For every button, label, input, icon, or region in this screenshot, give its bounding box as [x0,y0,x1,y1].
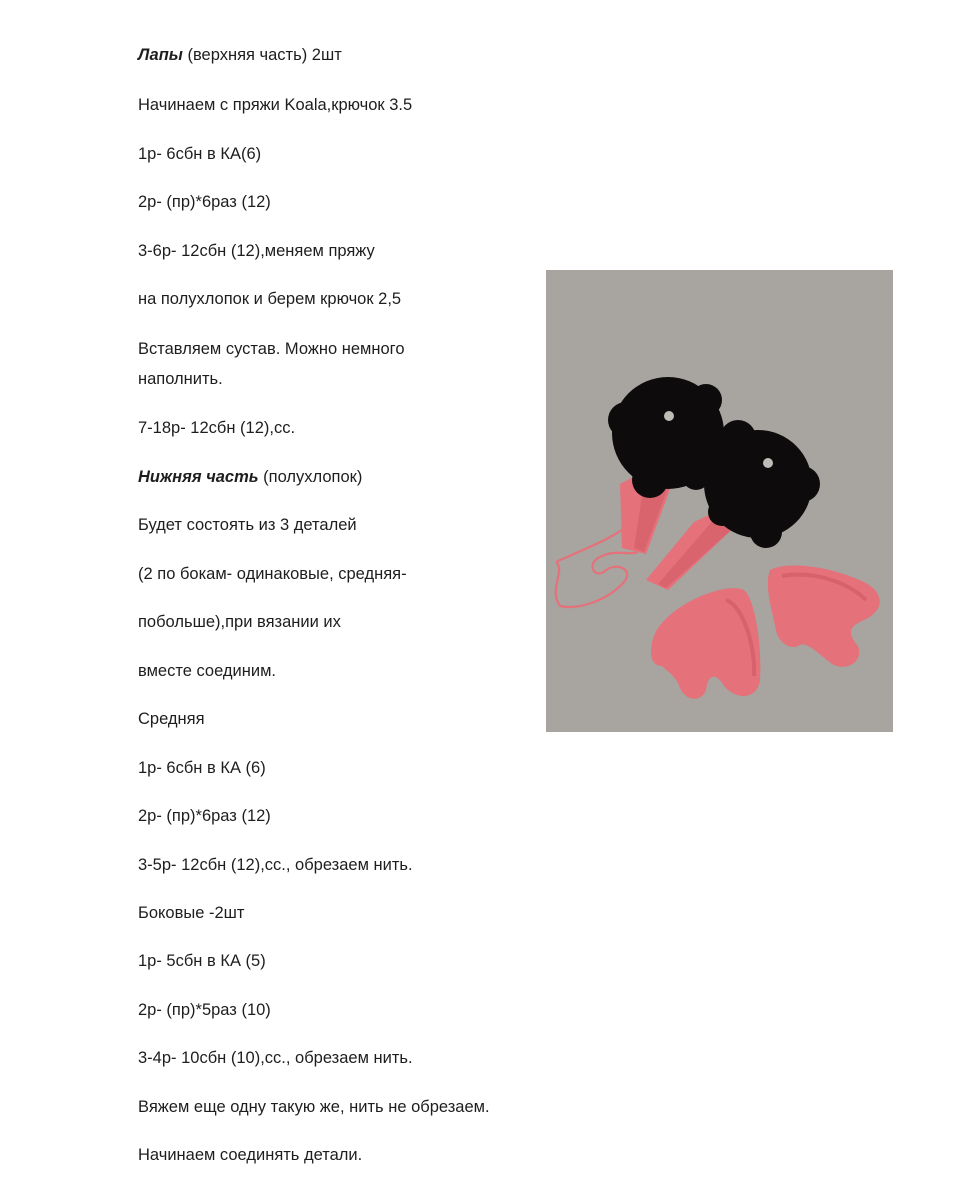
text-line: вместе соединим. [138,662,277,680]
text-line: Начинаем соединять детали. [138,1146,363,1164]
crochet-paws-photo [546,270,893,732]
text-line: на полухлопок и берем крючок 2,5 [138,290,402,308]
text-line: наполнить. [138,370,223,388]
text-line: 2р- (пр)*5раз (10) [138,1001,271,1019]
heading-lower-rest: (полухлопок) [258,468,363,486]
text-line: Будет состоять из 3 деталей [138,516,357,534]
text-line: (2 по бокам- одинаковые, средняя- [138,565,407,583]
text-line: 3-6р- 12сбн (12),меняем пряжу [138,242,375,260]
text-line: 2р- (пр)*6раз (12) [138,193,271,211]
text-line: Начинаем с пряжи Koala,крючок 3.5 [138,96,413,114]
text-line: побольше),при вязании их [138,613,341,631]
heading-paws-rest: (верхняя часть) 2шт [182,46,342,64]
text-line: 3-4р- 10сбн (10),сс., обрезаем нить. [138,1049,413,1067]
text-line: 1р- 5сбн в КА (5) [138,952,266,970]
text-line: 7-18р- 12сбн (12),сс. [138,419,296,437]
text-line: Вяжем еще одну такую же, нить не обрезаем. [138,1098,490,1116]
left-joint [664,411,674,421]
heading-lower-bold: Нижняя часть [138,468,259,486]
text-line: 1р- 6сбн в КА(6) [138,145,262,163]
text-line: Вставляем сустав. Можно немного [138,340,405,358]
heading-paws-upper [138,44,342,66]
heading-lower-part [138,466,362,488]
text-line: Боковые -2шт [138,904,245,922]
heading-paws-bold: Лапы [138,46,183,64]
text-line: 1р- 6сбн в КА (6) [138,759,266,777]
text-line: Средняя [138,710,205,728]
text-line: 2р- (пр)*6раз (12) [138,807,271,825]
text-line: 3-5р- 12сбн (12),сс., обрезаем нить. [138,856,413,874]
right-joint [763,458,773,468]
